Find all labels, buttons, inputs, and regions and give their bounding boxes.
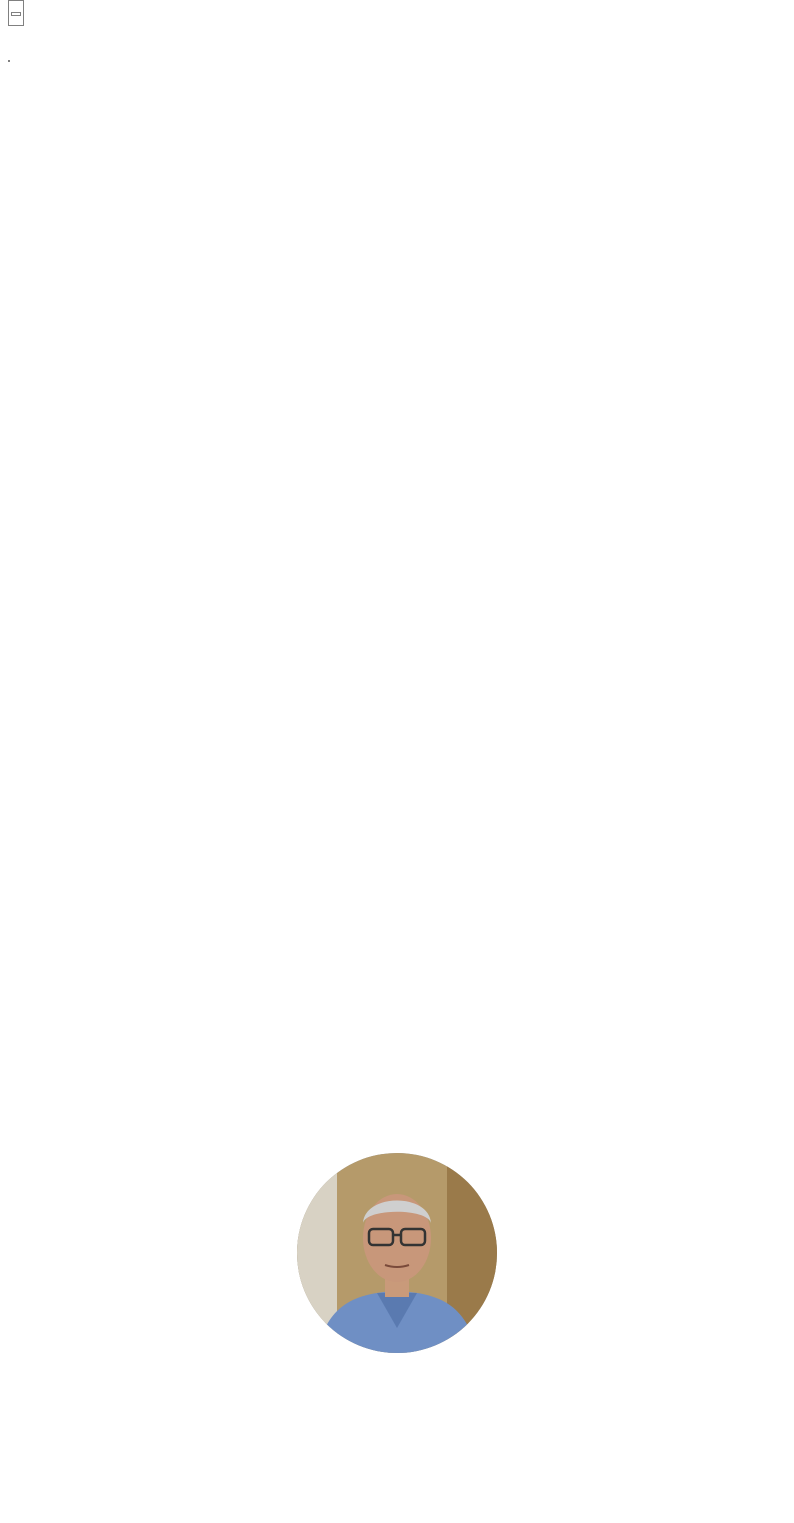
students-caption [11,12,21,16]
students-table [8,0,24,26]
author-photo [297,1153,497,1353]
document-body [8,0,786,78]
author-photo-illustration [297,1153,497,1353]
students-caption-row [11,3,21,21]
results-table [8,60,10,62]
